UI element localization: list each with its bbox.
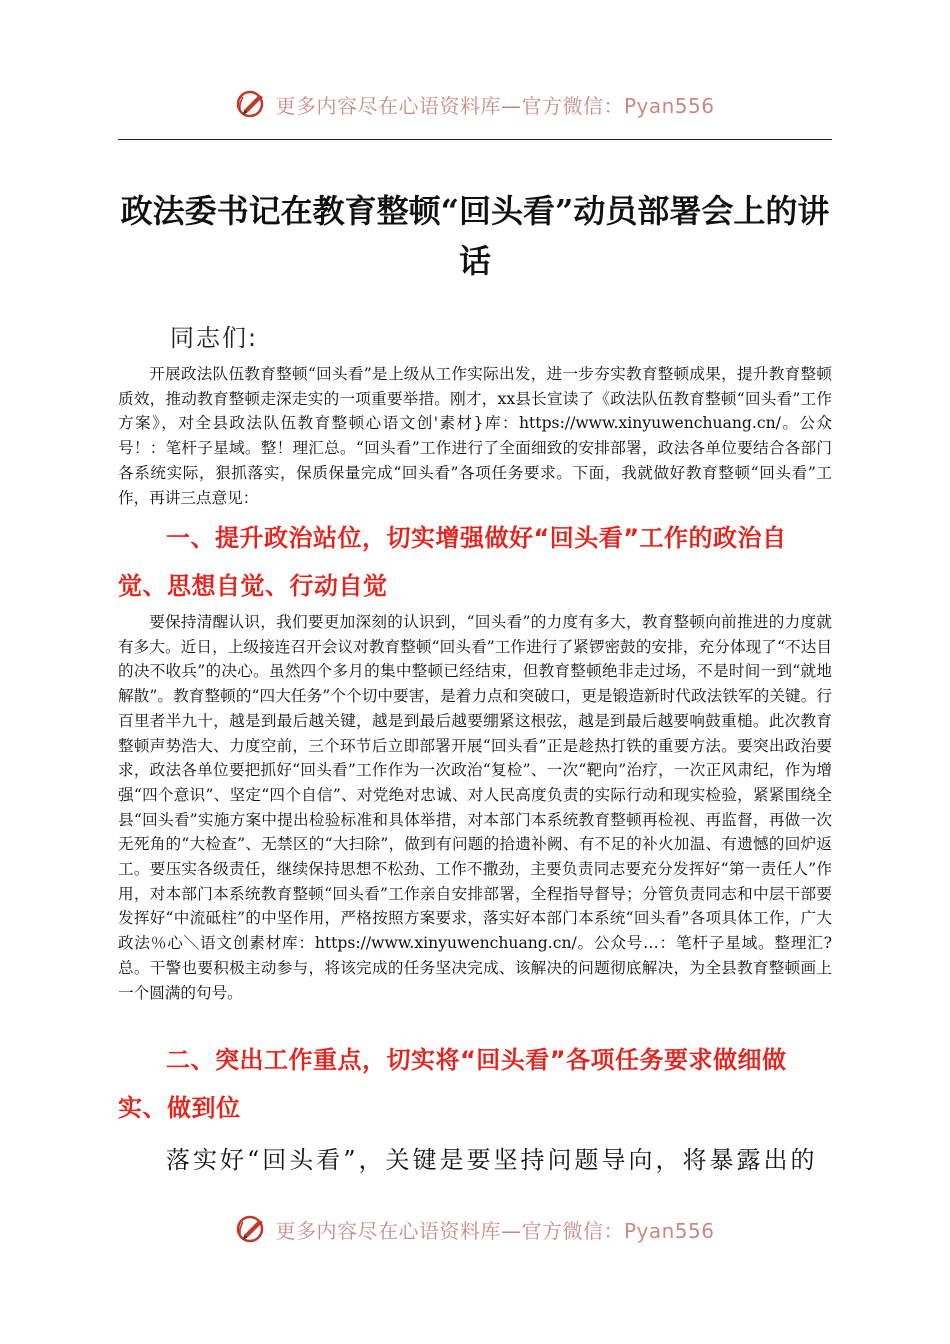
- section-heading-1: 一、提升政治站位，切实增强做好“回头看”工作的政治自觉、思想自觉、行动自觉: [118, 524, 787, 600]
- pen-logo-icon: [235, 87, 269, 121]
- section-1-paragraph: 要保持清醒认识，我们要更加深刻的认识到，“回头看”的力度有多大，教育整顿向前推进的力度就有多大。近日，上级接连召开会议对教育整顿“回头看”工作进行了紧锣密鼓的安排，充分体现了“不达目的决不收兵”的决心。虽然四个多月的集中整顿已经结束，但教育整顿绝非走过场，不是时间一到“就地解散”。教育整顿的“四大任务”个个切中要害，是着力点和突破口，更是锻造新时代政法铁军的关键。行百里者半九十，越是到最后越关键，越是到最后越要绷紧这根弦，越是到最后越要响鼓重槌。此次教育整顿声势浩大、力度空前，三个环节后立即部署开展“回头看”正是趁热打铁的重要方法。要突出政治要求，政法各单位要把抓好“回头看”工作作为一次政治“复检”、一次“靶向”治疗，一次正风肃纪，作为增强“四个意识”、坚定“四个自信”、对党绝对忠诚、对人民高度负责的实际行动和现实检验，紧紧围绕全县“回头看”实施方案中提出检验标准和具体举措，对本部门本系统教育整顿再检视、再监督，再做一次无死角的“大检查”、无禁区的“大扫除”，做到有问题的拾遗补阙、有不足的补火加温、有遗憾的回炉返工。要压实各级责任，继续保持思想不松劲、工作不撒劲，主要负责同志要充分发挥好“第一责任人”作用，对本部门本系统教育整顿“回头看”工作亲自安排部署，全程指导督导；分管负责同志和中层干部要发挥好“中流砥柱”的中坚作用，严格按照方案要求，落实好本部门本系统“回头看”各项具体工作，广大政法％心＼语文创素材库：https://www.xinyuwenchuang.cn/。公众号…：笔杆子星域。整理汇?总。干警也要积极主动参与，将该完成的任务坚决完成、该解决的问题彻底解决，为全县教育整顿画上一个圆满的句号。: [118, 613, 832, 1002]
- pen-logo-icon: [235, 1212, 269, 1246]
- document-title: 政法委书记在教育整顿“回头看”动员部署会上的讲话: [120, 192, 830, 280]
- banner-text: 更多内容尽在心语资料库—官方微信：Pyan556: [275, 1218, 715, 1243]
- salutation: 同志们:: [170, 324, 259, 352]
- footer-watermark-banner: [0, 1207, 950, 1251]
- header-watermark-banner: [0, 82, 950, 126]
- intro-paragraph: 开展政法队伍教育整顿“回头看”是上级从工作实际出发，进一步夯实教育整顿成果，提升教育整顿质效，推动教育整顿走深走实的一项重要举措。刚才，xx县长宣读了《政法队伍教育整顿“回头看”工作方案》，对全县政法队伍教育整顿心语文创'素材}库：https://www.xinyuwenchuang.cn/。公众号！：笔杆子星域。整！理汇总。“回头看”工作进行了全面细致的安排部署，政法各单位要结合各部门各系统实际，狠抓落实，保质保量完成“回头看”各项任务要求。下面，我就做好教育整顿“回头看”工作，再讲三点意见：: [118, 365, 832, 507]
- header-rule: [118, 139, 832, 140]
- section-2-paragraph: 落实好“回头看”，关键是要坚持问题导向，将暴露出的: [166, 1146, 818, 1174]
- banner-text: 更多内容尽在心语资料库—官方微信：Pyan556: [275, 93, 715, 118]
- section-heading-2: 二、突出工作重点，切实将“回头看”各项任务要求做细做实、做到位: [118, 1046, 787, 1122]
